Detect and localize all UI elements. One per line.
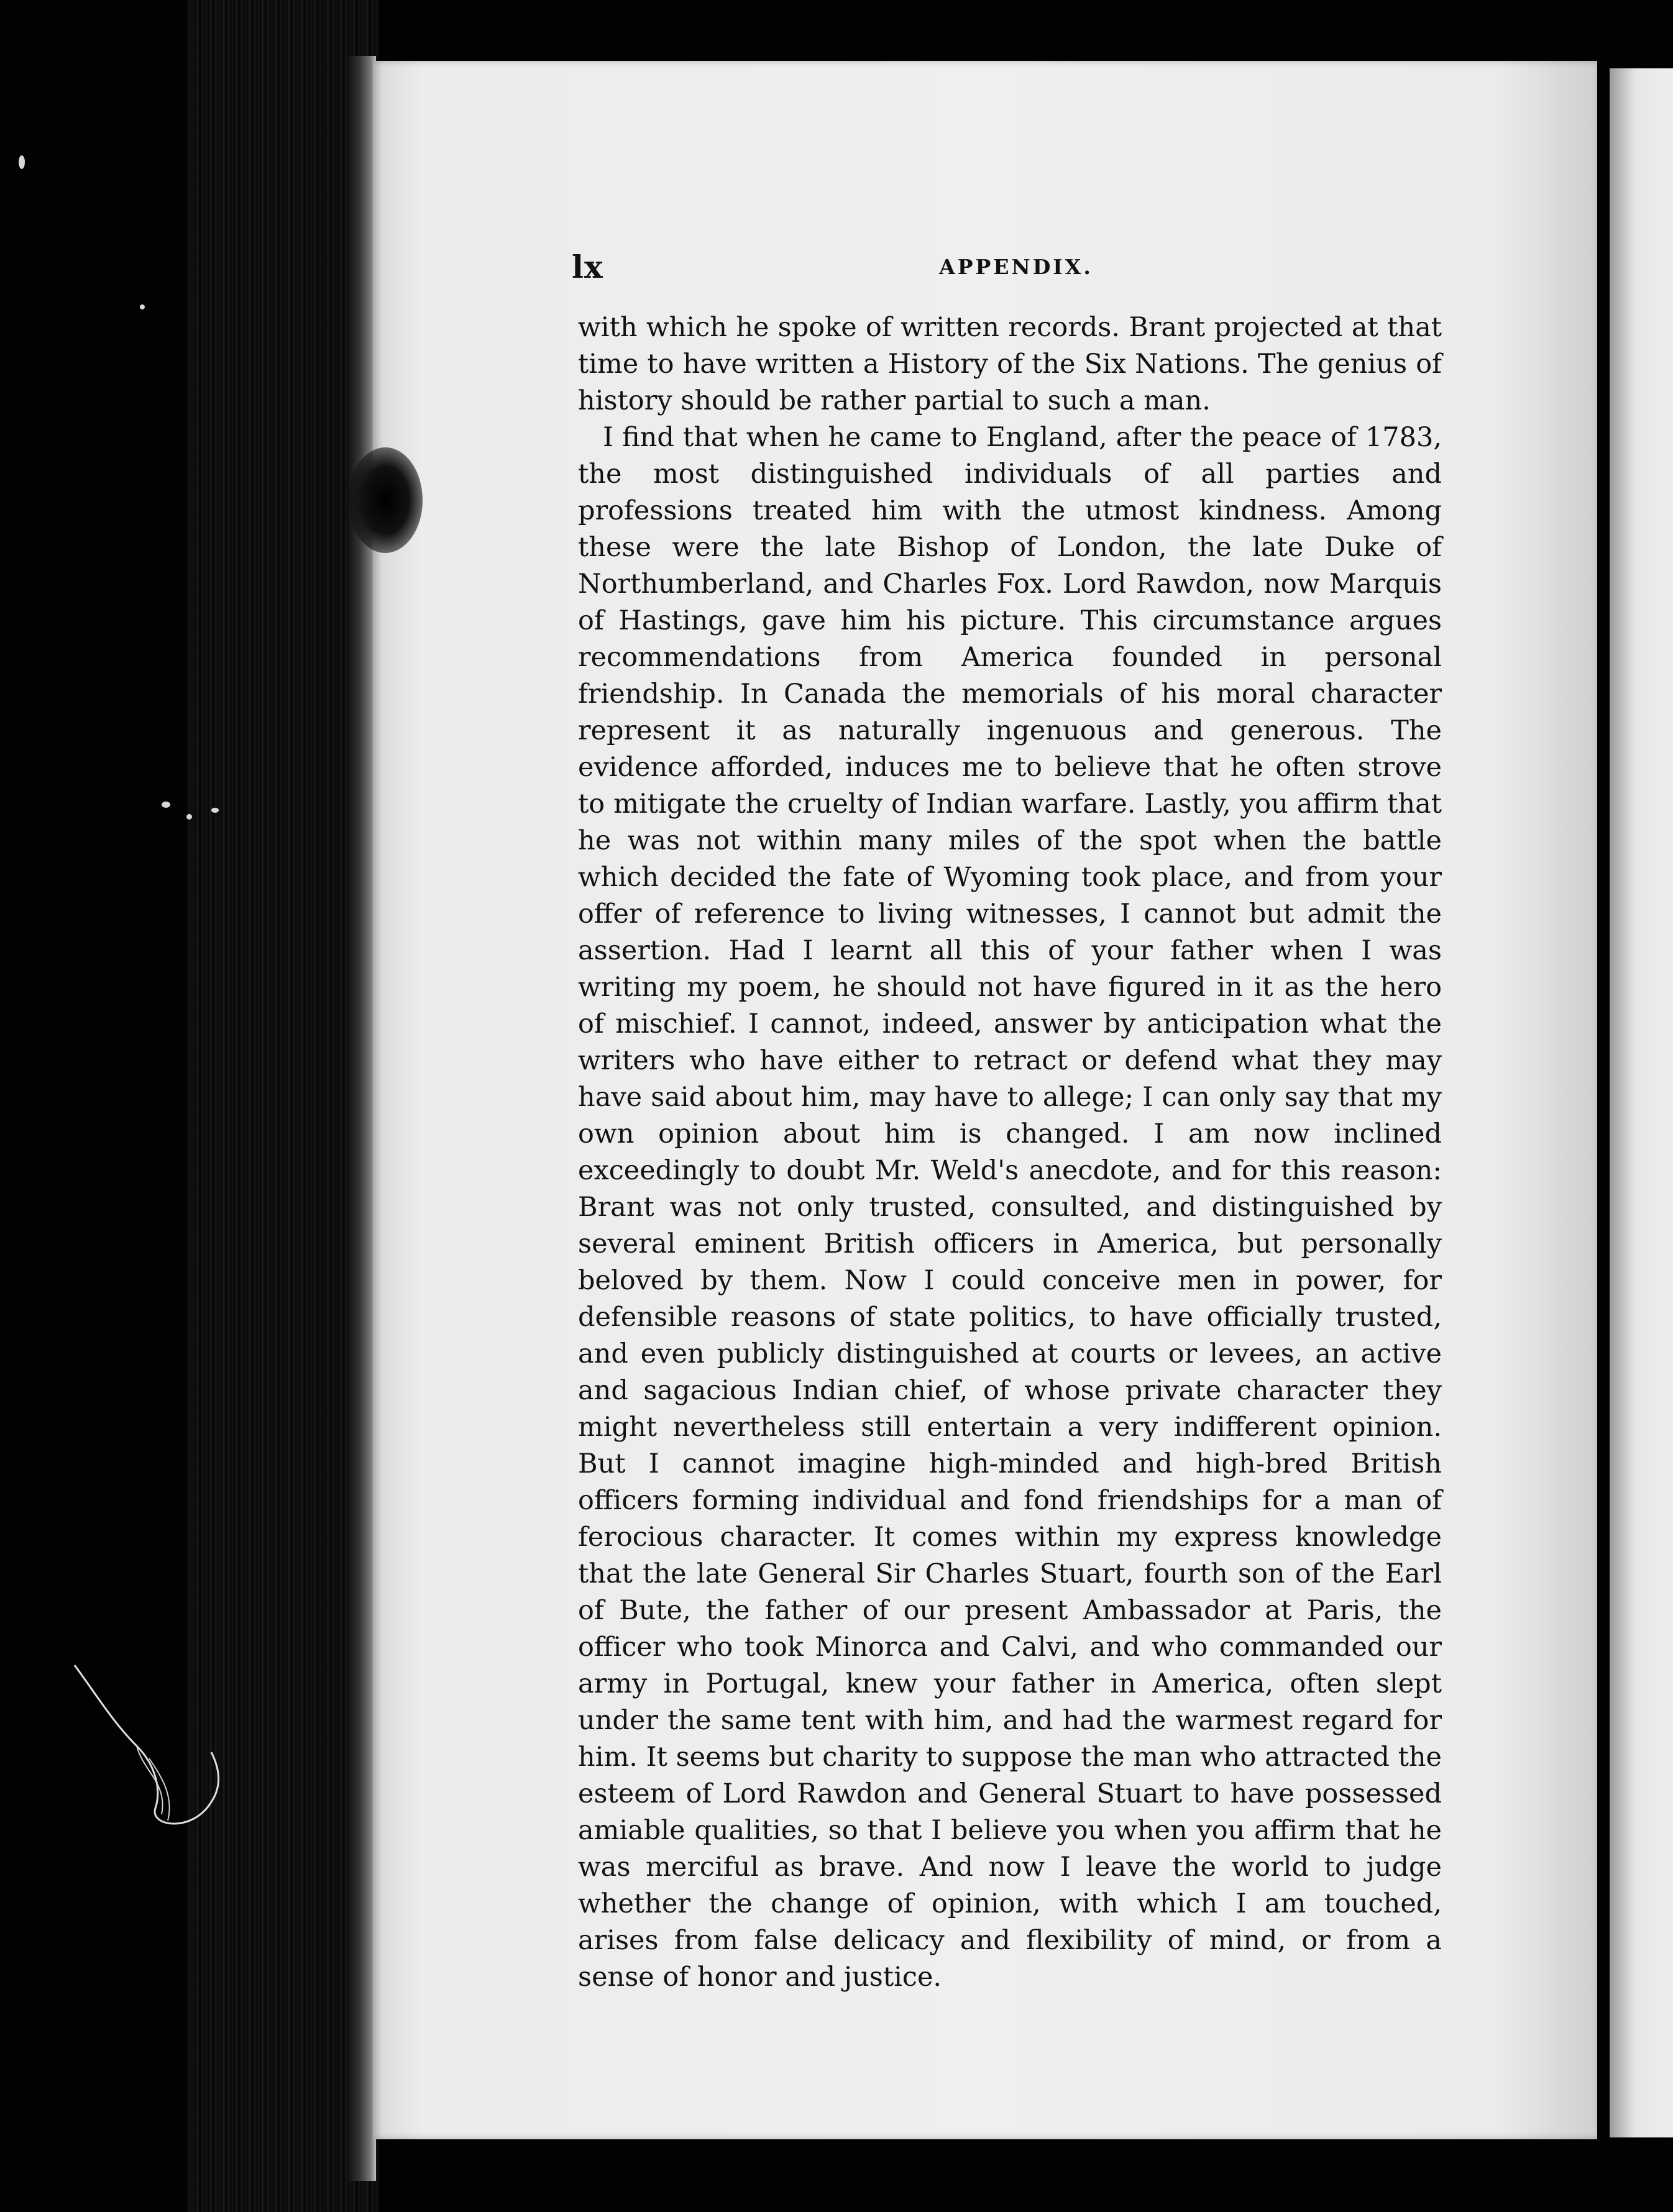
loose-thread [68,1653,230,1839]
page-gutter-shadow [348,56,376,2181]
dust-speck [211,808,219,813]
dust-speck [19,155,25,169]
body-text [578,309,1442,1996]
ink-stain [348,447,423,553]
dust-speck [186,814,192,820]
paragraph-continuation: with which he spoke of written records. Brant projected at that time to have written a History of the Six Nations. The genius of history should be rather partial to such a man. [578,312,1442,416]
running-head: APPENDIX. [939,255,1093,279]
dust-speck [162,802,170,808]
facing-page-edge [1610,68,1673,2137]
paragraph: I find that when he came to England, after the peace of 1783, the most distinguished individuals of all parties and professions treated him with the utmost kindness. Among these were the late Bishop of London, the late Duke of Northumberland, and Charles Fox. Lord Rawdon, now Marquis of Hastings, gave him his picture. This circumstance argues recommendations from America founded in personal friendship. In Canada the memorials of his moral character represent it as naturally ingenuous and generous. The evidence afforded, induces me to believe that he often strove to mitigate the cruelty of Indian warfare. Lastly, you affirm that he was not within many miles of the spot when the battle which decided the fate of Wyoming took place, and from your offer of reference to living witnesses, I cannot but admit the assertion. Had I learnt all this of your father when I was writing my poem, he should not have figured in it as the hero of mischief. I cannot, indeed, answer by anticipation what the writers who have either to retract or defend what they may have said about him, may have to allege; I can only say that my own opinion about him is changed. I am now inclined exceedingly to doubt Mr. Weld's anecdote, and for this reason: Brant was not only trusted, consulted, and distinguished by several eminent British officers in America, but personally beloved by them. Now I could conceive men in power, for defensible reasons of state politics, to have officially trusted, and even publicly distinguished at courts or levees, an active and sagacious Indian chief, of whose private character they might nevertheless still entertain a very indifferent opinion. But I cannot imagine high-minded and high-bred British officers forming individual and fond friendships for a man of ferocious character. It comes within my express knowledge that the late General Sir Charles Stuart, fourth son of the Earl of Bute, the father of our present Ambassador at Paris, the officer who took Minorca and Calvi, and who commanded our army in Portugal, knew your father in America, often slept under the same tent with him, and had the warmest regard for him. It seems but charity to suppose the man who attracted the esteem of Lord Rawdon and General Stuart to have possessed amiable qualities, so that I believe you when you affirm that he was merciful as brave. And now I leave the world to judge whether the change of opinion, with which I am touched, arises from false delicacy and flexibility of mind, or from a sense of honor and justice. [578,422,1442,1993]
page-header [572,249,1460,286]
page-number: lx [572,249,603,285]
dust-speck [140,304,145,309]
